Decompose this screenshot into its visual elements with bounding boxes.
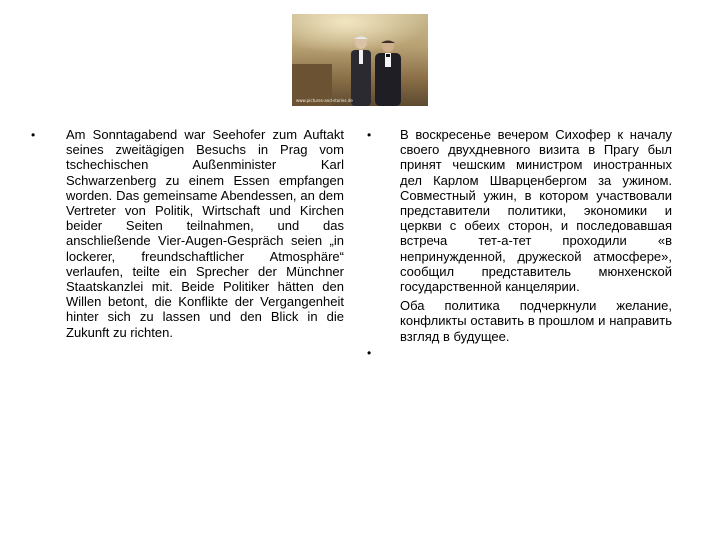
person-left-icon bbox=[348, 34, 374, 106]
german-text-column bbox=[66, 127, 344, 340]
russian-paragraph-2: Оба политика подчеркнули желание, конфликты оставить в прошлом и направить взгляд в будущее. bbox=[400, 298, 672, 344]
photo-caption: www.pictures-and-stories.de bbox=[296, 98, 353, 103]
person-right-icon bbox=[372, 38, 404, 106]
photo-image bbox=[292, 14, 428, 106]
german-paragraph: Am Sonntagabend war Seehofer zum Auftakt seines zweitägigen Besuchs in Prag vom tschechischen Außenminister Karl Schwarzenberg zu einem Essen empfangen worden. Das gemeinsame Abendessen, an dem Vertreter von Politik, Wirtschaft und Kirchen beider Seiten teilnahmen, und das anschließende Vier-Augen-Gespräch seien „in lockerer, freundschaftlicher Atmosphäre“ verlaufen, teilte ein Sprecher der Münchner Staatskanzlei mit. Beide Politiker hätten den Willen betont, die Konflikte der Vergangenheit hinter sich zu lassen und den Blick in die Zukunft zu richten. bbox=[66, 127, 344, 340]
russian-paragraph-1: В воскресенье вечером Сихофер к началу своего двухдневного визита в Прагу был принят чешским министром иностранных дел Карлом Шварценбергом за ужином. Совместный ужин, в котором участвовали представители политики, экономики и церкви с обеих сторон, и последовавшая встреча тет-а-тет проходили «в непринужденной, дружеской атмосфере», сообщил представитель мюнхенской государственной канцелярии. bbox=[400, 127, 672, 295]
russian-text-column bbox=[400, 127, 672, 344]
bullet-right-2: • bbox=[367, 346, 372, 360]
bullet-left: • bbox=[31, 128, 36, 142]
bullet-right-1: • bbox=[367, 128, 372, 142]
